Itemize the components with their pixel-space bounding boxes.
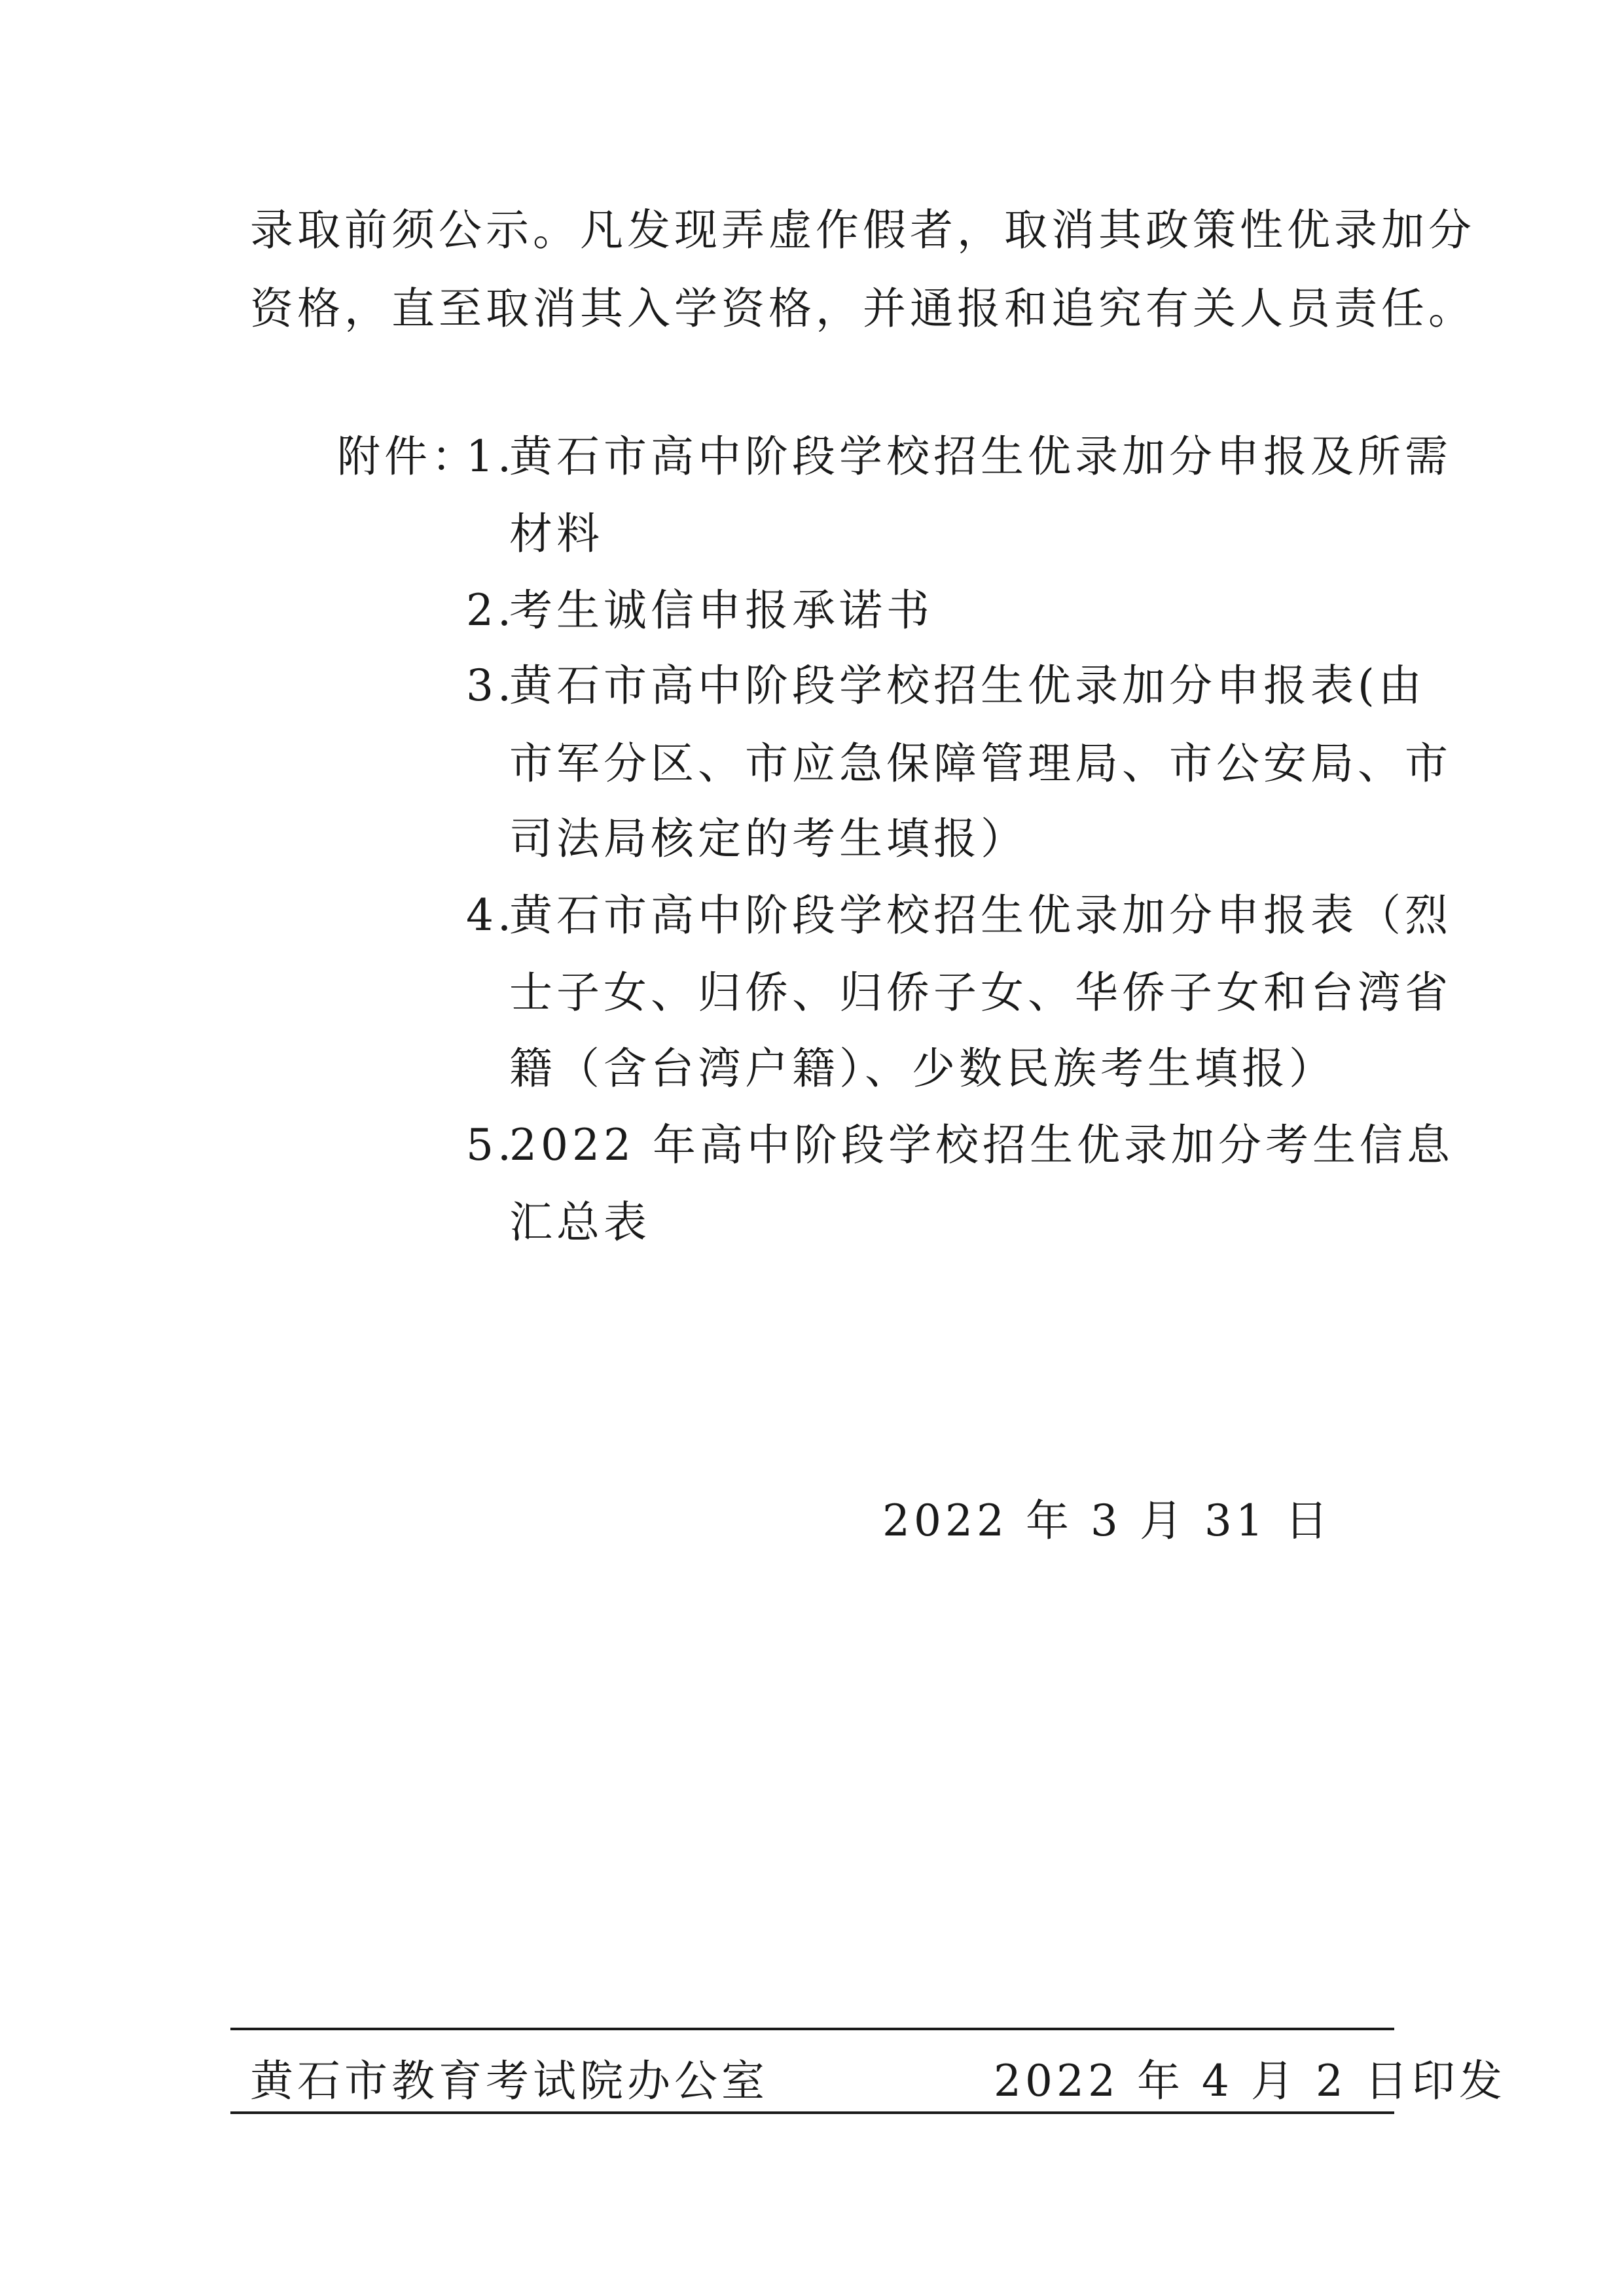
footer-top-rule: [230, 2028, 1394, 2030]
attachment-title-line: 籍（含台湾户籍）、少数民族考生填报）: [509, 1043, 1336, 1094]
attachment-number: 1.: [466, 431, 515, 482]
footer-bottom-rule: [230, 2111, 1394, 2114]
signature-date: 2022 年 3 月 31 日: [882, 1496, 1332, 1546]
attachment-title-line: 黄石市高中阶段学校招生优录加分申报表（烈: [509, 890, 1452, 941]
attachment-number: 4.: [466, 890, 515, 941]
attachment-number: 2.: [466, 585, 515, 636]
attachment-title-line: 黄石市高中阶段学校招生优录加分申报及所需: [509, 431, 1452, 482]
attachment-number: 5.: [466, 1120, 515, 1170]
attachment-number: 3.: [466, 660, 515, 711]
attachment-title-line: 士子女、归侨、归侨子女、华侨子女和台湾省: [509, 967, 1452, 1018]
body-text-line-2: 资格，直至取消其入学资格，并通报和追究有关人员责任。: [250, 283, 1475, 334]
attachment-title-line: 市军分区、市应急保障管理局、市公安局、市: [509, 738, 1452, 789]
attachment-title-line: 司法局核定的考生填报）: [509, 814, 1028, 864]
footer-issue-date: 2022 年 4 月 2 日印发: [994, 2056, 1506, 2106]
body-text-line-1: 录取前须公示。凡发现弄虚作假者，取消其政策性优录加分: [250, 205, 1475, 255]
footer-issuer: 黄石市教育考试院办公室: [250, 2056, 768, 2106]
attachment-title-line: 考生诚信申报承诺书: [509, 585, 933, 636]
attachment-title-line: 2022 年高中阶段学校招生优录加分考生信息: [509, 1120, 1454, 1170]
attachment-title-line: 材料: [509, 509, 604, 559]
attachment-title-line: 汇总表: [509, 1197, 651, 1247]
attachments-label: 附件：: [337, 431, 478, 482]
attachment-title-line: 黄石市高中阶段学校招生优录加分申报表(由: [509, 660, 1426, 711]
